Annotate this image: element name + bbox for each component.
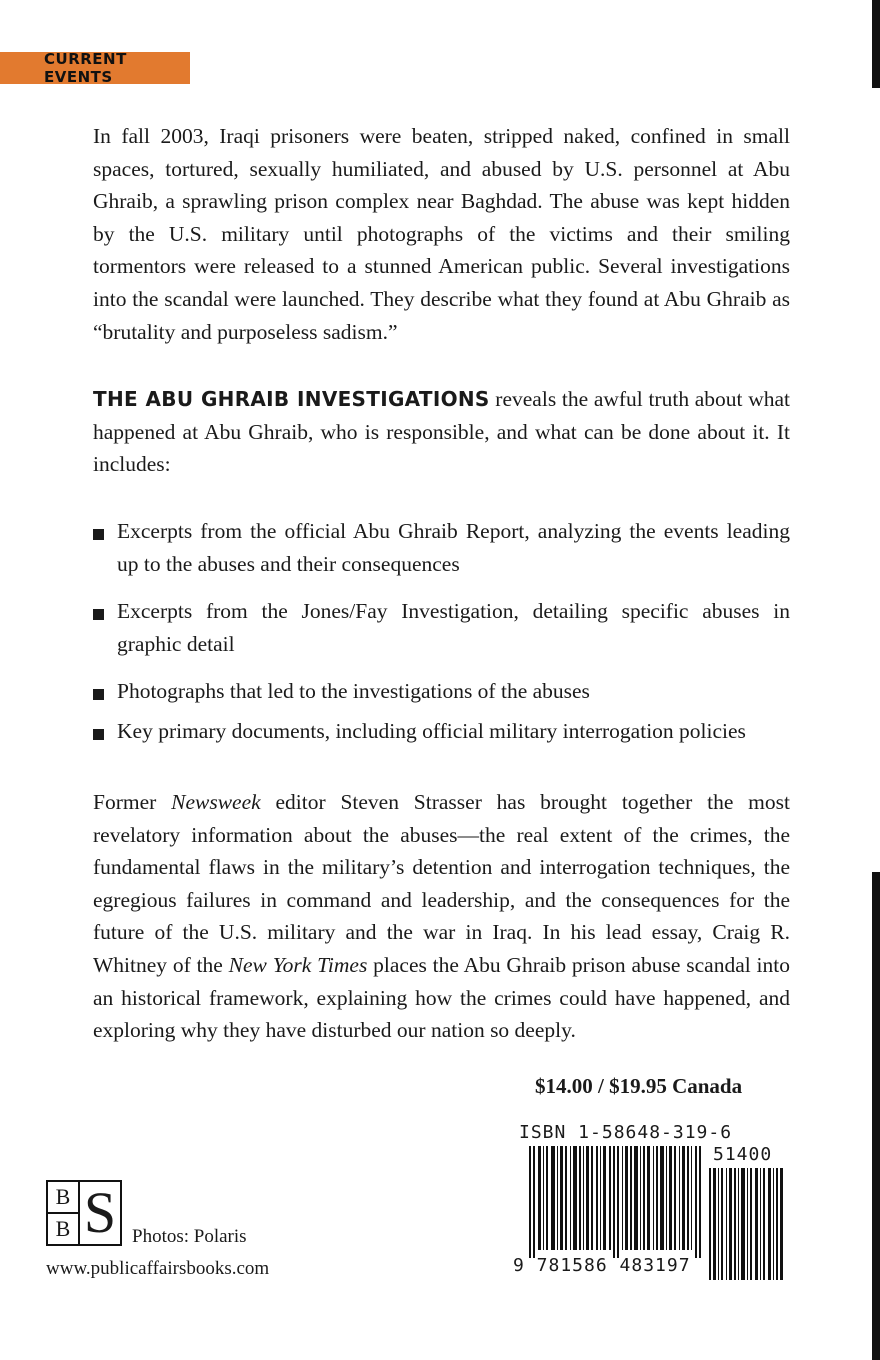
barcode-bars-addon <box>709 1168 784 1280</box>
barcode-bars-main <box>529 1146 702 1258</box>
magazine-name: Newsweek <box>171 790 261 814</box>
summary-text: reveals the awful truth about what happened at Abu Ghraib, who is responsible, and what can be done about it. It includes: <box>93 387 790 477</box>
barcode <box>513 1122 788 1282</box>
edge-bar-top <box>872 0 880 88</box>
logo-letter: B <box>55 1184 71 1209</box>
description-paragraph <box>93 786 790 1047</box>
photo-credit: Photos: Polaris <box>132 1226 247 1247</box>
book-title: THE ABU GHRAIB INVESTIGATIONS <box>93 387 490 411</box>
category-badge: CURRENT EVENTS <box>0 52 190 84</box>
isbn-number: ISBN 1-58648-319-6 <box>519 1122 733 1143</box>
logo-letter: B <box>48 1212 78 1244</box>
bullet-item: Excerpts from the official Abu Ghraib Report, analyzing the events leading up to the abuses and their consequences <box>93 515 790 580</box>
edge-bar-bottom <box>872 872 880 1360</box>
intro-paragraph: In fall 2003, Iraqi prisoners were beaten, stripped naked, confined in small spaces, tortured, sexually humiliated, and abused by U.S. personnel at Abu Ghraib, a sprawling prison complex near Baghdad. The abuse was kept hidden by the U.S. military until photographs of the victims and their smiling tormentors were released to a stunned American public. Several investigations into the scandal were launched. They describe what they found at Abu Ghraib as “brutality and purposeless sadism.” <box>93 124 790 344</box>
bullet-item: Photographs that led to the investigations of the abuses <box>93 675 790 708</box>
logo-letter: S <box>83 1180 117 1245</box>
description-text: places the Abu Ghraib prison abuse scandal into an historical framework, explaining how the crimes could have happened, and exploring why they have disturbed our nation so deeply. <box>93 952 790 1043</box>
publisher-logo <box>46 1180 122 1246</box>
ean-number: 9 781586 483197 <box>513 1255 691 1276</box>
price-code: 51400 <box>713 1144 773 1165</box>
newspaper-name: New York Times <box>228 952 368 977</box>
publisher-website: www.publicaffairsbooks.com <box>46 1258 270 1279</box>
bullet-item: Excerpts from the Jones/Fay Investigation, detailing specific abuses in graphic detail <box>93 595 790 660</box>
description-text: Former <box>93 790 172 814</box>
bullet-item: Key primary documents, including official military interrogation policies <box>93 715 790 748</box>
description-text: editor Steven Strasser has brought together the most revelatory information about the abuses—the real extent of the crimes, the fundamental flaws in the military’s detention and interrogation techniques, the egregious failures in command and leadership, and the consequences for the future of the U.S. military and the war in Iraq. In his lead essay, Craig R. Whitney of the <box>93 790 790 977</box>
price: $14.00 / $19.95 Canada <box>535 1074 743 1098</box>
summary-paragraph <box>93 383 790 481</box>
